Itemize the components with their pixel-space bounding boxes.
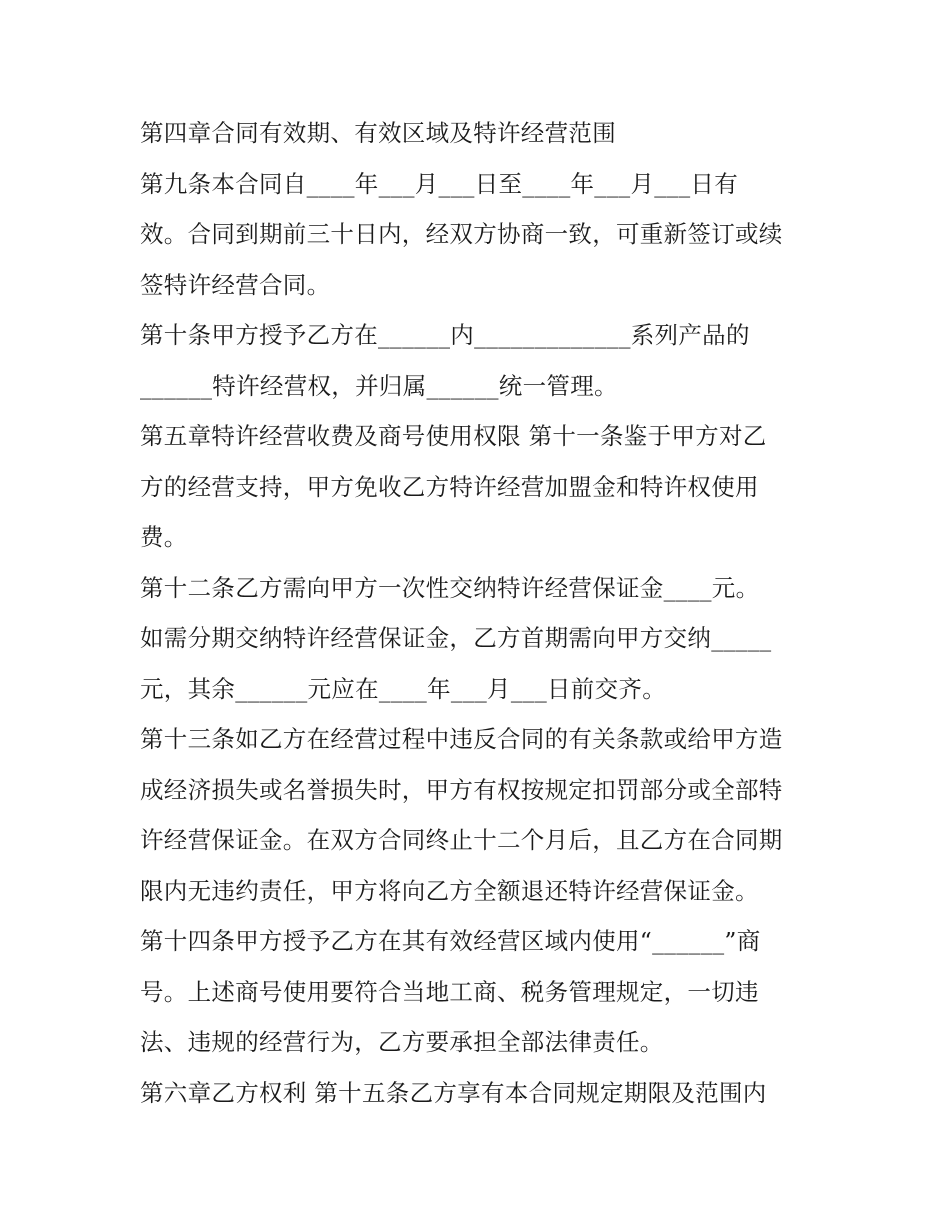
article-13-line-4: 限内无违约责任，甲方将向乙方全额退还特许经营保证金。 bbox=[140, 876, 759, 905]
article-9-line-3: 签特许经营合同。 bbox=[140, 270, 331, 299]
article-13-line-3: 许经营保证金。在双方合同终止十二个月后，且乙方在合同期 bbox=[140, 826, 783, 854]
article-14-line-3: 法、违规的经营行为，乙方要承担全部法律责任。 bbox=[140, 1028, 664, 1056]
chapter-5-article-11-line-1: 第五章特许经营收费及商号使用权限 第十一条鉴于甲方对乙 bbox=[140, 422, 767, 450]
chapter-6-article-15-line-1: 第六章乙方权利 第十五条乙方享有本合同规定期限及范围内 bbox=[140, 1078, 767, 1107]
article-14-line-2: 号。上述商号使用要符合当地工商、税务管理规定，一切违 bbox=[140, 977, 759, 1006]
article-11-line-2: 方的经营支持，甲方免收乙方特许经营加盟金和特许权使用 bbox=[140, 472, 759, 501]
article-13-line-1: 第十三条如乙方在经营过程中违反合同的有关条款或给甲方造 bbox=[140, 725, 783, 753]
article-14-line-1: 第十四条甲方授予乙方在其有效经营区域内使用“______”商 bbox=[140, 927, 761, 955]
article-9-line-1: 第九条本合同自____年___月___日至____年___月___日有 bbox=[140, 169, 738, 198]
article-10-line-1: 第十条甲方授予乙方在______内_____________系列产品的 bbox=[140, 321, 750, 349]
article-12-line-3: 元，其余______元应在____年___月___日前交齐。 bbox=[140, 674, 666, 703]
article-9-line-2: 效。合同到期前三十日内，经双方协商一致，可重新签订或续 bbox=[140, 220, 783, 248]
chapter-4-heading: 第四章合同有效期、有效区域及特许经营范围 bbox=[140, 119, 616, 147]
article-11-line-3: 费。 bbox=[140, 523, 188, 551]
article-12-line-2: 如需分期交纳特许经营保证金，乙方首期需向甲方交纳_____ bbox=[140, 624, 772, 652]
article-12-line-1: 第十二条乙方需向甲方一次性交纳特许经营保证金____元。 bbox=[140, 573, 760, 602]
document-body bbox=[140, 108, 820, 1118]
article-10-line-2: ______特许经营权，并归属______统一管理。 bbox=[140, 371, 618, 400]
article-13-line-2: 成经济损失或名誉损失时，甲方有权按规定扣罚部分或全部特 bbox=[140, 775, 783, 804]
